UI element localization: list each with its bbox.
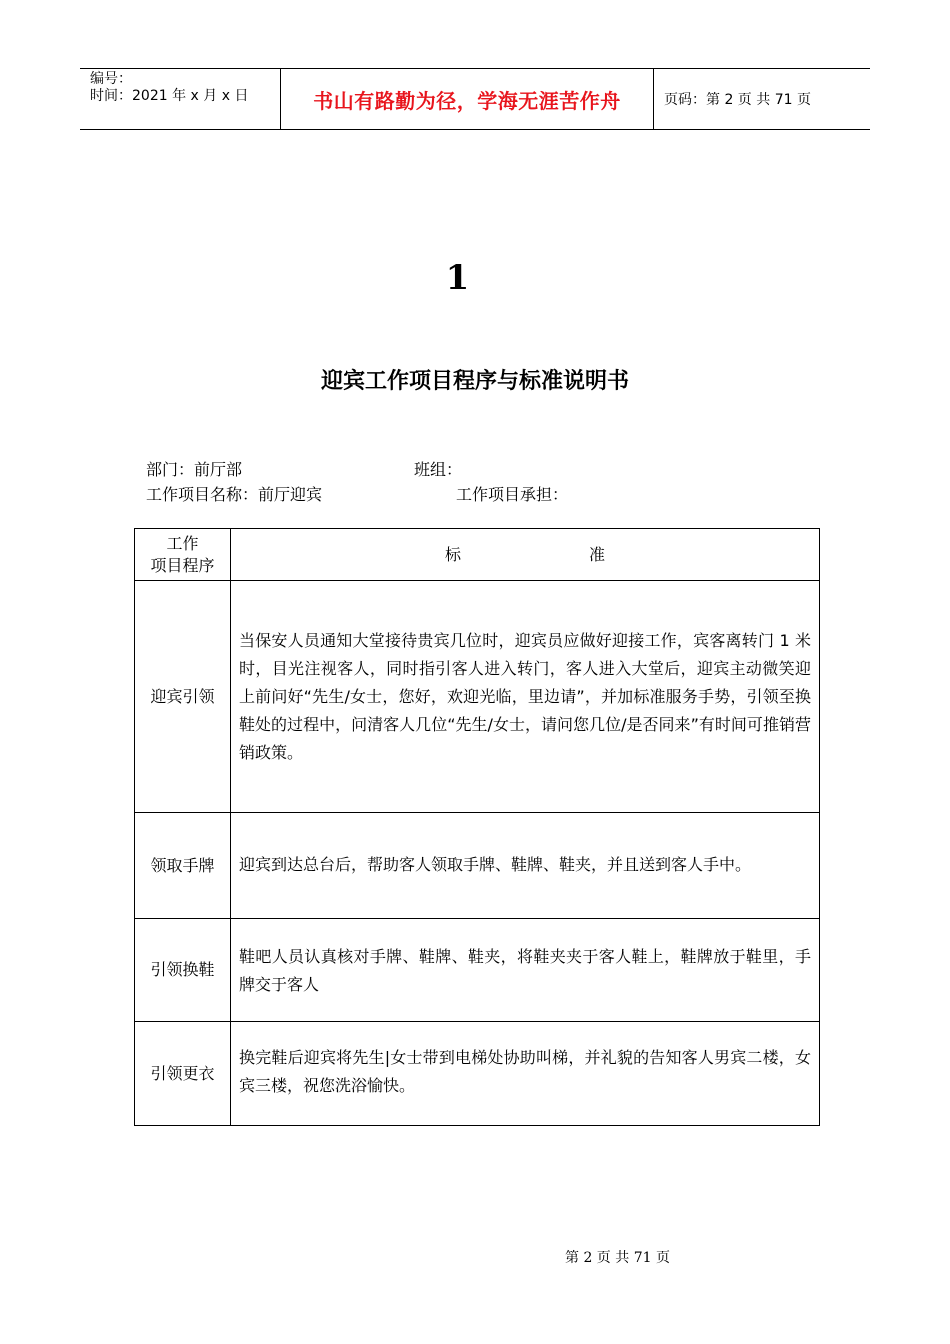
procedure-cell: 领取手牌 bbox=[135, 813, 231, 918]
document-title: 迎宾工作项目程序与标准说明书 bbox=[320, 369, 629, 394]
table-row bbox=[135, 1021, 819, 1125]
number-label: 编号： bbox=[90, 71, 132, 87]
project-name-field: 工作项目名称：前厅迎宾 bbox=[146, 485, 323, 504]
project-owner-field: 工作项目承担： bbox=[456, 485, 569, 504]
procedure-cell: 迎宾引领 bbox=[135, 581, 231, 812]
team-field: 班组： bbox=[414, 460, 463, 479]
department-field: 部门：前厅部 bbox=[146, 460, 243, 479]
header-standard-cell bbox=[231, 529, 819, 580]
document-number: 1 bbox=[445, 258, 470, 298]
header-standard-left: 标 bbox=[444, 544, 461, 564]
procedure-cell: 引领更衣 bbox=[135, 1022, 231, 1125]
procedure-cell: 引领换鞋 bbox=[135, 919, 231, 1021]
header-slogan: 书山有路勤为径，学海无涯苦作舟 bbox=[281, 69, 654, 129]
header-meta-cell bbox=[80, 69, 281, 129]
table-row bbox=[135, 918, 819, 1021]
header-procedure-line2: 项目程序 bbox=[150, 555, 215, 575]
standard-cell: 换完鞋后迎宾将先生|女士带到电梯处协助叫梯，并礼貌的告知客人男宾二楼，女宾三楼，祝您洗浴愉快。 bbox=[239, 1048, 811, 1095]
table-row bbox=[135, 580, 819, 812]
header-procedure-line1: 工作 bbox=[166, 533, 199, 553]
standard-cell: 鞋吧人员认真核对手牌、鞋牌、鞋夹，将鞋夹夹于客人鞋上，鞋牌放于鞋里，手牌交于客人 bbox=[239, 947, 811, 994]
table-row bbox=[135, 812, 819, 918]
standard-cell: 当保安人员通知大堂接待贵宾几位时，迎宾员应做好迎接工作，宾客离转门 1 米时，目光注视客人，同时指引客人进入转门，客人进入大堂后，迎宾主动微笑迎上前问好“先生/女士，您好，欢迎光临，里边请”，并加标准服务手势，引领至换鞋处的过程中，问清客人几位“先生/女士，请问您几位/是否同来”有时间可推销营销政策。 bbox=[239, 631, 811, 762]
header-page-info: 页码：第 2 页 共 71 页 bbox=[664, 92, 811, 108]
standard-cell: 迎宾到达总台后，帮助客人领取手牌、鞋牌、鞋夹，并且送到客人手中。 bbox=[239, 855, 752, 874]
time-label: 时间：2021 年 x 月 x 日 bbox=[90, 88, 249, 104]
page-footer: 第 2 页 共 71 页 bbox=[565, 1250, 670, 1266]
page-header bbox=[80, 68, 870, 130]
table-header-row bbox=[135, 529, 819, 580]
procedure-table bbox=[134, 528, 820, 1126]
header-standard-right: 准 bbox=[589, 544, 606, 564]
header-procedure-cell bbox=[135, 529, 231, 580]
